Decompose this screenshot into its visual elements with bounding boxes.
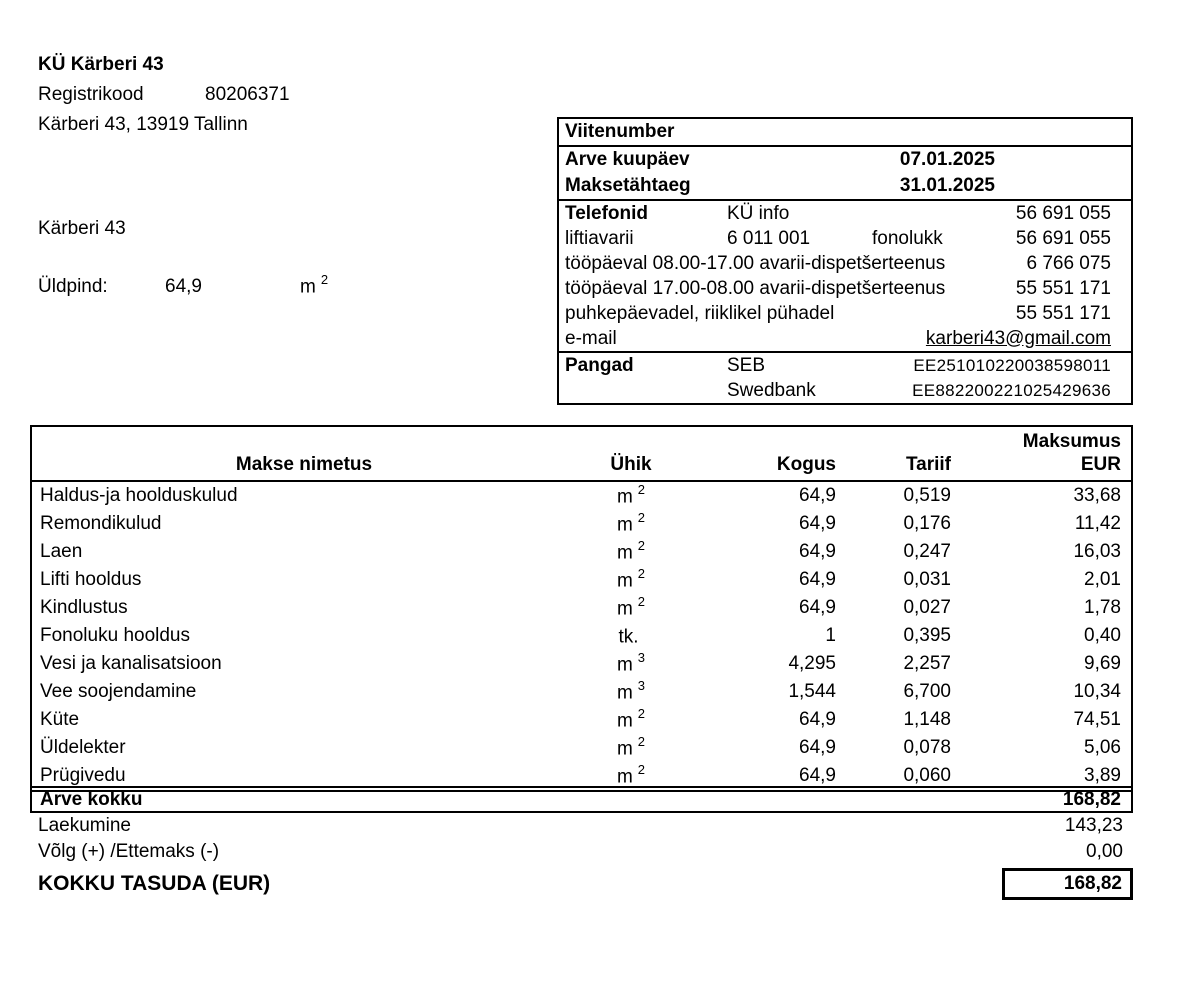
charge-qty: 64,9 [799,569,836,590]
charge-name: Remondikulud [40,513,162,534]
charge-unit: m $^2$ [616,594,646,620]
charge-sum: 33,68 [1073,485,1121,506]
phone-desc: fonolukk [872,227,943,249]
table-row [32,706,1131,734]
charge-rate: 0,395 [903,625,951,646]
charge-name: Vesi ja kanalisatsioon [40,653,222,674]
phones-label: Telefonid [565,202,649,224]
phone-number: 56 691 055 [1015,202,1111,224]
phone-row [559,276,1131,301]
reference-number-row [559,119,1131,147]
header-sum-line1: Maksumus [1022,431,1121,452]
banks-label: Pangad [565,354,634,376]
charge-unit: m $^2$ [616,706,646,732]
invoice-info-box [557,117,1133,405]
charge-rate: 6,700 [903,681,951,702]
debt-label: Võlg (+) /Ettemaks (-) [38,841,220,862]
regcode-value: 80206371 [205,84,290,105]
invoice-total-value: 168,82 [1062,788,1121,810]
due-date-row [559,173,1131,201]
charge-qty: 4,295 [788,653,836,674]
bank-iban: EE882200221025429636 [912,380,1111,400]
phone-number: 55 551 171 [1015,277,1111,299]
charge-qty: 64,9 [799,513,836,534]
charge-name: Küte [40,709,80,730]
invoice-date-value: 07.01.2025 [899,149,995,170]
charge-sum: 74,51 [1073,709,1121,730]
bank-row [559,378,1131,403]
invoice-total-row [30,786,1133,813]
debt-value: 0,00 [1086,841,1123,862]
charge-rate: 0,078 [903,737,951,758]
charge-rate: 0,060 [903,765,951,786]
charge-name: Prügivedu [40,765,126,786]
bank-name: Swedbank [727,379,816,401]
received-row [30,813,1133,839]
totals-section [30,786,1133,900]
header-unit: Ühik [610,454,652,475]
charge-qty: 1 [825,625,836,646]
charge-sum: 11,42 [1074,513,1121,534]
bank-row [559,353,1131,378]
charge-qty: 64,9 [799,541,836,562]
header-qty: Kogus [776,454,836,475]
table-row [32,650,1131,678]
area-label: Üldpind: [38,276,108,298]
charge-name: Haldus-ja hoolduskulud [40,485,238,506]
invoice-date-row [559,147,1131,173]
charges-table [30,425,1133,792]
table-row [32,678,1131,706]
invoice-total-label: Arve kokku [40,788,143,810]
charge-rate: 0,519 [903,485,951,506]
area-unit: m $^2$ [300,272,329,298]
phone-desc: KÜ info [727,202,790,224]
charge-name: Vee soojendamine [40,681,197,702]
phone-row [559,226,1131,251]
charge-rate: 0,027 [903,597,951,618]
phone-number: 6 766 075 [1026,252,1111,274]
charge-sum: 0,40 [1084,625,1121,646]
charge-name: Laen [40,541,83,562]
charge-qty: 64,9 [799,597,836,618]
phone-row [559,251,1131,276]
header-rate: Tariif [905,454,951,475]
table-row [32,510,1131,538]
phone-number: 56 691 055 [1015,227,1111,249]
phone-desc: puhkepäevadel, riiklikel pühadel [565,302,835,324]
charge-unit: m $^3$ [616,650,646,676]
charge-unit: m $^2$ [616,566,646,592]
table-row [32,538,1131,566]
charge-qty: 1,544 [788,681,836,702]
email-link[interactable]: karberi43@gmail.com [925,327,1111,349]
charge-sum: 5,06 [1084,737,1121,758]
phone-row [559,301,1131,326]
charge-name: Kindlustus [40,597,128,618]
charge-sum: 9,69 [1084,653,1121,674]
due-date-value: 31.01.2025 [899,175,995,196]
charge-rate: 0,176 [903,513,951,534]
table-row [32,734,1131,762]
charge-rate: 1,148 [903,709,951,730]
total-due-label: KOKKU TASUDA (EUR) [38,872,271,895]
association-name: KÜ Kärberi 43 [38,54,164,75]
object-name: Kärberi 43 [38,218,126,239]
charge-sum: 1,78 [1084,597,1121,618]
charge-name: Fonoluku hooldus [40,625,190,646]
phone-desc: tööpäeval 17.00-08.00 avarii-dispetšerteenus [565,277,946,299]
due-date-label: Maksetähtaeg [565,175,691,196]
charge-sum: 2,01 [1084,569,1121,590]
total-area-row [38,273,328,298]
email-row [559,326,1131,353]
table-row [32,566,1131,594]
sender-address: Kärberi 43, 13919 Tallinn [38,114,248,135]
phone-row [559,201,1131,226]
table-row [32,622,1131,650]
bank-iban: EE251010220038598011 [913,355,1111,375]
total-due-row [30,868,1133,900]
charge-sum: 10,34 [1073,681,1121,702]
charge-sum: 16,03 [1073,541,1121,562]
debt-row [30,839,1133,865]
charge-unit: tk. [618,626,639,648]
charge-unit: m $^2$ [616,734,646,760]
charge-unit: m $^2$ [616,510,646,536]
charge-qty: 64,9 [799,765,836,786]
header-name: Makse nimetus [235,454,373,475]
received-label: Laekumine [38,815,131,836]
charge-rate: 0,031 [903,569,951,590]
charge-name: Üldelekter [40,737,126,758]
invoice-date-label: Arve kuupäev [565,149,690,170]
phone-number: 55 551 171 [1015,302,1111,324]
area-value: 64,9 [165,276,202,298]
reference-number-label: Viitenumber [565,121,675,142]
received-value: 143,23 [1064,815,1123,836]
table-row [32,482,1131,510]
email-label: e-mail [565,327,617,349]
table-row [32,594,1131,622]
charge-unit: m $^2$ [616,538,646,564]
bank-name: SEB [727,354,766,376]
header-sum-line2: EUR [1080,454,1121,475]
charge-rate: 0,247 [903,541,951,562]
charge-qty: 64,9 [799,737,836,758]
regcode-label: Registrikood [38,84,144,105]
phone-desc: liftiavarii [565,227,634,249]
charge-name: Lifti hooldus [40,569,142,590]
sender-block [38,50,290,140]
phone-desc: tööpäeval 08.00-17.00 avarii-dispetšerteenus [565,252,946,274]
total-due-value-box [1002,868,1133,900]
charge-qty: 64,9 [799,709,836,730]
charge-unit: m $^2$ [616,482,646,508]
charge-rate: 2,257 [903,653,951,674]
charge-qty: 64,9 [799,485,836,506]
charges-table-header [32,427,1131,482]
charge-unit: m $^2$ [616,762,646,788]
charge-sum: 3,89 [1084,765,1121,786]
total-due-value: 168,82 [1063,873,1122,894]
phone-number: 6 011 001 [727,227,811,249]
charge-unit: m $^3$ [616,678,646,704]
